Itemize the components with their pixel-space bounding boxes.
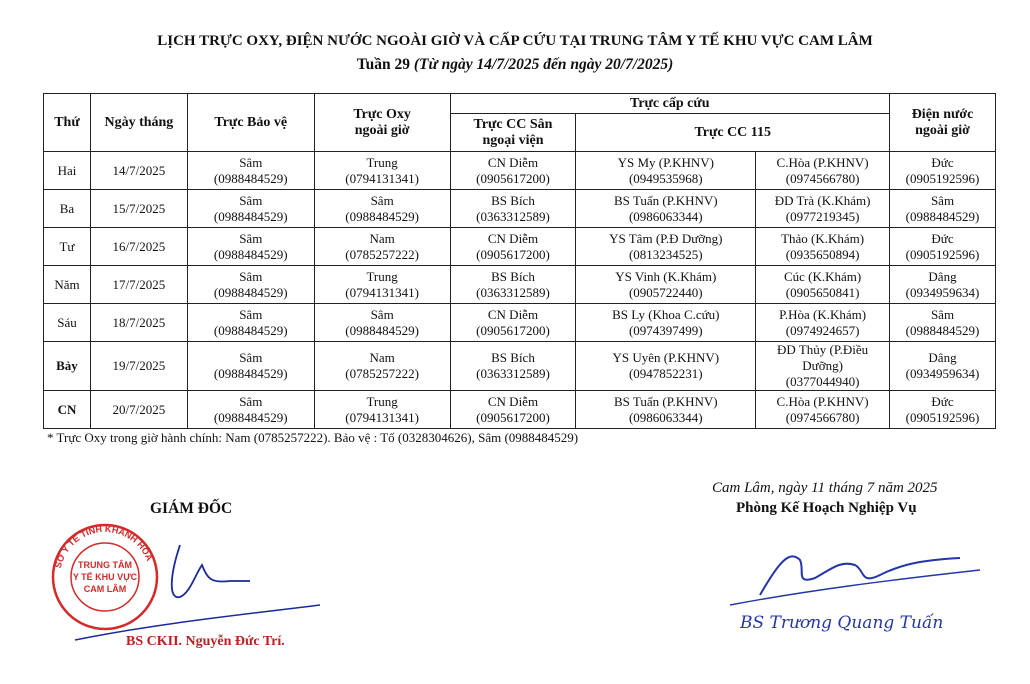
cell-cc115-a-name: BS Tuấn (P.KHNV) bbox=[613, 192, 718, 208]
table-row bbox=[44, 266, 996, 304]
cell-dien-nuoc-phone: (0905192596) bbox=[905, 246, 980, 262]
header-cc-san-l2: ngoại viện bbox=[482, 132, 544, 148]
cell-cc115-b bbox=[756, 304, 890, 342]
cell-cc115-b-name: C.Hòa (P.KHNV) bbox=[776, 154, 869, 170]
cell-dien-nuoc-phone: (0934959634) bbox=[905, 366, 980, 381]
cell-baove-phone: (0988484529) bbox=[213, 170, 288, 186]
cell-dien-nuoc-phone: (0905192596) bbox=[905, 170, 980, 186]
header-oxy bbox=[314, 94, 450, 152]
cell-cc115-b-name: P.Hòa (K.Khám) bbox=[779, 306, 867, 322]
cell-baove-phone: (0988484529) bbox=[213, 366, 288, 381]
cell-cc-san-name: BS Bích bbox=[491, 192, 535, 208]
cell-oxy bbox=[314, 152, 450, 190]
cell-dien-nuoc-name: Dâng bbox=[928, 268, 957, 284]
cell-dien-nuoc-phone: (0934959634) bbox=[905, 284, 980, 300]
cell-ngay: 17/7/2025 bbox=[90, 266, 187, 304]
cell-ngay: 16/7/2025 bbox=[90, 228, 187, 266]
cell-baove-name: Sâm bbox=[239, 230, 263, 246]
cell-dien-nuoc-name: Sâm bbox=[930, 306, 955, 322]
header-oxy-l2: ngoài giờ bbox=[354, 122, 410, 138]
cell-baove bbox=[187, 391, 314, 429]
header-thu: Thứ bbox=[44, 94, 91, 152]
table-row bbox=[44, 391, 996, 429]
cell-cc115-a-name: YS My (P.KHNV) bbox=[617, 154, 715, 170]
cell-thu: Bảy bbox=[44, 342, 91, 391]
cell-baove-name: Sâm bbox=[239, 268, 263, 284]
cell-baove bbox=[187, 266, 314, 304]
cell-oxy bbox=[314, 266, 450, 304]
cell-oxy-phone: (0785257222) bbox=[345, 366, 419, 381]
cell-cc115-b bbox=[756, 342, 890, 391]
cell-cc115-b-phone: (0974924657) bbox=[785, 322, 860, 338]
cell-oxy-name: Nam bbox=[369, 230, 395, 246]
department-name: Phòng Kế Hoạch Nghiệp Vụ bbox=[736, 500, 917, 516]
cell-cc-san-name: CN Diễm bbox=[487, 393, 539, 409]
cell-cc-san-phone: (0905617200) bbox=[476, 409, 550, 425]
cell-dien-nuoc bbox=[890, 391, 996, 429]
signature-right bbox=[720, 540, 1000, 620]
cell-baove-phone: (0988484529) bbox=[213, 409, 288, 425]
cell-oxy bbox=[314, 391, 450, 429]
header-oxy-l1: Trực Oxy bbox=[353, 106, 411, 122]
cell-baove bbox=[187, 152, 314, 190]
cell-cc115-a-name: YS Tâm (P.Đ Dưỡng) bbox=[609, 230, 723, 246]
cell-dien-nuoc-phone: (0905192596) bbox=[905, 409, 980, 425]
cell-cc-san-name: CN Diễm bbox=[487, 306, 539, 322]
cell-cc115-b-phone: (0935650894) bbox=[785, 246, 860, 262]
cell-thu: Tư bbox=[44, 228, 91, 266]
cell-cc115-a-phone: (0974397499) bbox=[628, 322, 703, 338]
cell-cc-san bbox=[450, 266, 576, 304]
cell-dien-nuoc bbox=[890, 190, 996, 228]
cell-oxy-name: Sâm bbox=[370, 306, 394, 322]
right-signer-name: BS Trương Quang Tuấn bbox=[740, 613, 944, 633]
cell-oxy bbox=[314, 228, 450, 266]
place-date: Cam Lâm, ngày 11 tháng 7 năm 2025 bbox=[712, 480, 938, 496]
footnote: * Trực Oxy trong giờ hành chính: Nam (0785257222). Bảo vệ : Tố (0328304626), Sâm (0988484529) bbox=[47, 430, 579, 445]
cell-baove bbox=[187, 190, 314, 228]
cell-cc115-b bbox=[756, 228, 890, 266]
cell-cc115-a bbox=[576, 152, 756, 190]
cell-baove bbox=[187, 304, 314, 342]
cell-cc115-a-phone: (0986063344) bbox=[628, 208, 703, 224]
cell-dien-nuoc bbox=[890, 342, 996, 391]
header-capcuu: Trực cấp cứu bbox=[450, 94, 889, 114]
cell-dien-nuoc-phone: (0988484529) bbox=[905, 208, 980, 224]
cell-ngay: 19/7/2025 bbox=[90, 342, 187, 391]
header-cc115: Trực CC 115 bbox=[576, 114, 890, 152]
cell-cc-san bbox=[450, 391, 576, 429]
cell-baove-name: Sâm bbox=[239, 350, 263, 365]
cell-baove-name: Sâm bbox=[239, 306, 263, 322]
cell-cc115-a bbox=[576, 342, 756, 391]
cell-baove-phone: (0988484529) bbox=[213, 246, 288, 262]
cell-cc-san bbox=[450, 190, 576, 228]
cell-cc-san-name: BS Bích bbox=[491, 350, 535, 365]
header-baove: Trực Bảo vệ bbox=[187, 94, 314, 152]
cell-oxy-name: Sâm bbox=[370, 192, 394, 208]
cell-dien-nuoc bbox=[890, 266, 996, 304]
cell-cc115-b-phone: (0377044940) bbox=[785, 374, 860, 389]
duty-schedule-table bbox=[43, 93, 996, 429]
cell-cc115-b bbox=[756, 190, 890, 228]
cell-cc115-b-name: ĐD Trà (K.Khám) bbox=[774, 192, 871, 208]
cell-cc-san-name: CN Diễm bbox=[487, 230, 539, 246]
cell-thu: Năm bbox=[44, 266, 91, 304]
cell-dien-nuoc-name: Đức bbox=[931, 230, 954, 246]
cell-cc-san-phone: (0363312589) bbox=[476, 208, 550, 224]
cell-baove bbox=[187, 228, 314, 266]
cell-cc115-a bbox=[576, 190, 756, 228]
cell-thu: CN bbox=[44, 391, 91, 429]
cell-baove-phone: (0988484529) bbox=[213, 284, 288, 300]
cell-baove-name: Sâm bbox=[239, 192, 263, 208]
cell-dien-nuoc-name: Dâng bbox=[928, 350, 957, 365]
director-name: BS CKII. Nguyễn Đức Trí. bbox=[126, 634, 285, 649]
cell-baove bbox=[187, 342, 314, 391]
cell-cc115-a-name: YS Vinh (K.Khám) bbox=[615, 268, 717, 284]
cell-dien-nuoc bbox=[890, 152, 996, 190]
table-row bbox=[44, 152, 996, 190]
cell-oxy-phone: (0794131341) bbox=[345, 170, 419, 186]
cell-oxy-name: Trung bbox=[366, 393, 398, 409]
cell-cc115-b-phone: (0974566780) bbox=[785, 170, 860, 186]
cell-cc-san bbox=[450, 228, 576, 266]
cell-oxy bbox=[314, 304, 450, 342]
cell-dien-nuoc-name: Đức bbox=[931, 393, 954, 409]
cell-cc115-a bbox=[576, 228, 756, 266]
cell-dien-nuoc-phone: (0988484529) bbox=[905, 322, 980, 338]
cell-oxy-phone: (0988484529) bbox=[345, 208, 419, 224]
cell-cc115-b-name: ĐD Thủy (P.Điều Dưỡng) bbox=[777, 342, 869, 373]
cell-cc115-b-phone: (0905650841) bbox=[785, 284, 860, 300]
cell-cc115-a-name: BS Tuấn (P.KHNV) bbox=[613, 393, 718, 409]
cell-cc-san-phone: (0363312589) bbox=[476, 284, 550, 300]
cell-cc-san-phone: (0905617200) bbox=[476, 246, 550, 262]
cell-oxy bbox=[314, 190, 450, 228]
header-cc-san bbox=[450, 114, 576, 152]
cell-baove-phone: (0988484529) bbox=[213, 322, 288, 338]
cell-oxy-phone: (0988484529) bbox=[345, 322, 419, 338]
cell-cc-san bbox=[450, 304, 576, 342]
cell-cc115-b-name: C.Hòa (P.KHNV) bbox=[776, 393, 869, 409]
cell-ngay: 14/7/2025 bbox=[90, 152, 187, 190]
document-title: LỊCH TRỰC OXY, ĐIỆN NƯỚC NGOÀI GIỜ VÀ CẤP CỨU TẠI TRUNG TÂM Y TẾ KHU VỰC CAM LÂM bbox=[157, 33, 873, 49]
cell-baove-name: Sâm bbox=[239, 393, 263, 409]
date-range: (Từ ngày 14/7/2025 đến ngày 20/7/2025) bbox=[413, 56, 674, 73]
header-dien-l2: ngoài giờ bbox=[915, 122, 970, 138]
cell-cc115-b-phone: (0977219345) bbox=[785, 208, 860, 224]
cell-oxy bbox=[314, 342, 450, 391]
cell-cc-san-phone: (0905617200) bbox=[476, 322, 550, 338]
cell-cc115-b bbox=[756, 266, 890, 304]
svg-text:TRUNG TÂM: TRUNG TÂM bbox=[78, 560, 132, 570]
week-label: Tuần 29 bbox=[356, 56, 410, 73]
cell-baove-name: Sâm bbox=[239, 154, 263, 170]
cell-cc115-a bbox=[576, 304, 756, 342]
cell-oxy-name: Trung bbox=[366, 154, 398, 170]
cell-cc-san-phone: (0905617200) bbox=[476, 170, 550, 186]
document-subtitle bbox=[0, 56, 1030, 74]
svg-text:Y TẾ KHU VỰC: Y TẾ KHU VỰC bbox=[72, 572, 138, 582]
cell-cc115-b-name: Thảo (K.Khám) bbox=[781, 230, 865, 246]
cell-cc115-a-phone: (0813234525) bbox=[628, 246, 703, 262]
cell-cc115-a-phone: (0905722440) bbox=[628, 284, 703, 300]
header-dien-l1: Điện nước bbox=[911, 106, 974, 122]
cell-dien-nuoc bbox=[890, 304, 996, 342]
cell-oxy-phone: (0794131341) bbox=[345, 284, 419, 300]
cell-cc-san bbox=[450, 152, 576, 190]
svg-text:SỞ Y TẾ TỈNH KHÁNH HÒA: SỞ Y TẾ TỈNH KHÁNH HÒA bbox=[52, 523, 155, 570]
header-dien-nuoc bbox=[890, 94, 996, 152]
cell-cc115-a-phone: (0949535968) bbox=[628, 170, 703, 186]
cell-cc115-a-phone: (0986063344) bbox=[628, 409, 703, 425]
table-row bbox=[44, 228, 996, 266]
cell-cc115-b bbox=[756, 391, 890, 429]
cell-dien-nuoc bbox=[890, 228, 996, 266]
svg-text:CAM LÂM: CAM LÂM bbox=[83, 584, 127, 594]
header-ngay: Ngày tháng bbox=[90, 94, 187, 152]
table-row bbox=[44, 342, 996, 391]
cell-cc115-a-name: BS Ly (Khoa C.cứu) bbox=[612, 306, 720, 322]
cell-cc115-b-name: Cúc (K.Khám) bbox=[783, 268, 862, 284]
cell-oxy-name: Trung bbox=[366, 268, 398, 284]
cell-ngay: 20/7/2025 bbox=[90, 391, 187, 429]
cell-baove-phone: (0988484529) bbox=[213, 208, 288, 224]
cell-cc-san bbox=[450, 342, 576, 391]
cell-cc115-b-phone: (0974566780) bbox=[785, 409, 860, 425]
cell-thu: Sáu bbox=[44, 304, 91, 342]
director-title: GIÁM ĐỐC bbox=[150, 500, 233, 517]
cell-ngay: 18/7/2025 bbox=[90, 304, 187, 342]
official-stamp bbox=[40, 505, 340, 655]
cell-ngay: 15/7/2025 bbox=[90, 190, 187, 228]
cell-cc-san-name: BS Bích bbox=[491, 268, 535, 284]
header-cc-san-l1: Trực CC Sân bbox=[473, 116, 553, 132]
cell-thu: Ba bbox=[44, 190, 91, 228]
cell-dien-nuoc-name: Đức bbox=[931, 154, 954, 170]
cell-cc115-b bbox=[756, 152, 890, 190]
cell-cc115-a bbox=[576, 266, 756, 304]
cell-oxy-phone: (0794131341) bbox=[345, 409, 419, 425]
cell-cc-san-phone: (0363312589) bbox=[476, 366, 550, 381]
cell-oxy-phone: (0785257222) bbox=[345, 246, 419, 262]
cell-cc115-a-name: YS Uyên (P.KHNV) bbox=[612, 350, 720, 365]
cell-thu: Hai bbox=[44, 152, 91, 190]
table-row bbox=[44, 190, 996, 228]
cell-oxy-name: Nam bbox=[369, 350, 395, 365]
cell-dien-nuoc-name: Sâm bbox=[930, 192, 955, 208]
cell-cc-san-name: CN Diễm bbox=[487, 154, 539, 170]
table-row bbox=[44, 304, 996, 342]
cell-cc115-a-phone: (0947852231) bbox=[628, 366, 703, 381]
cell-cc115-a bbox=[576, 391, 756, 429]
